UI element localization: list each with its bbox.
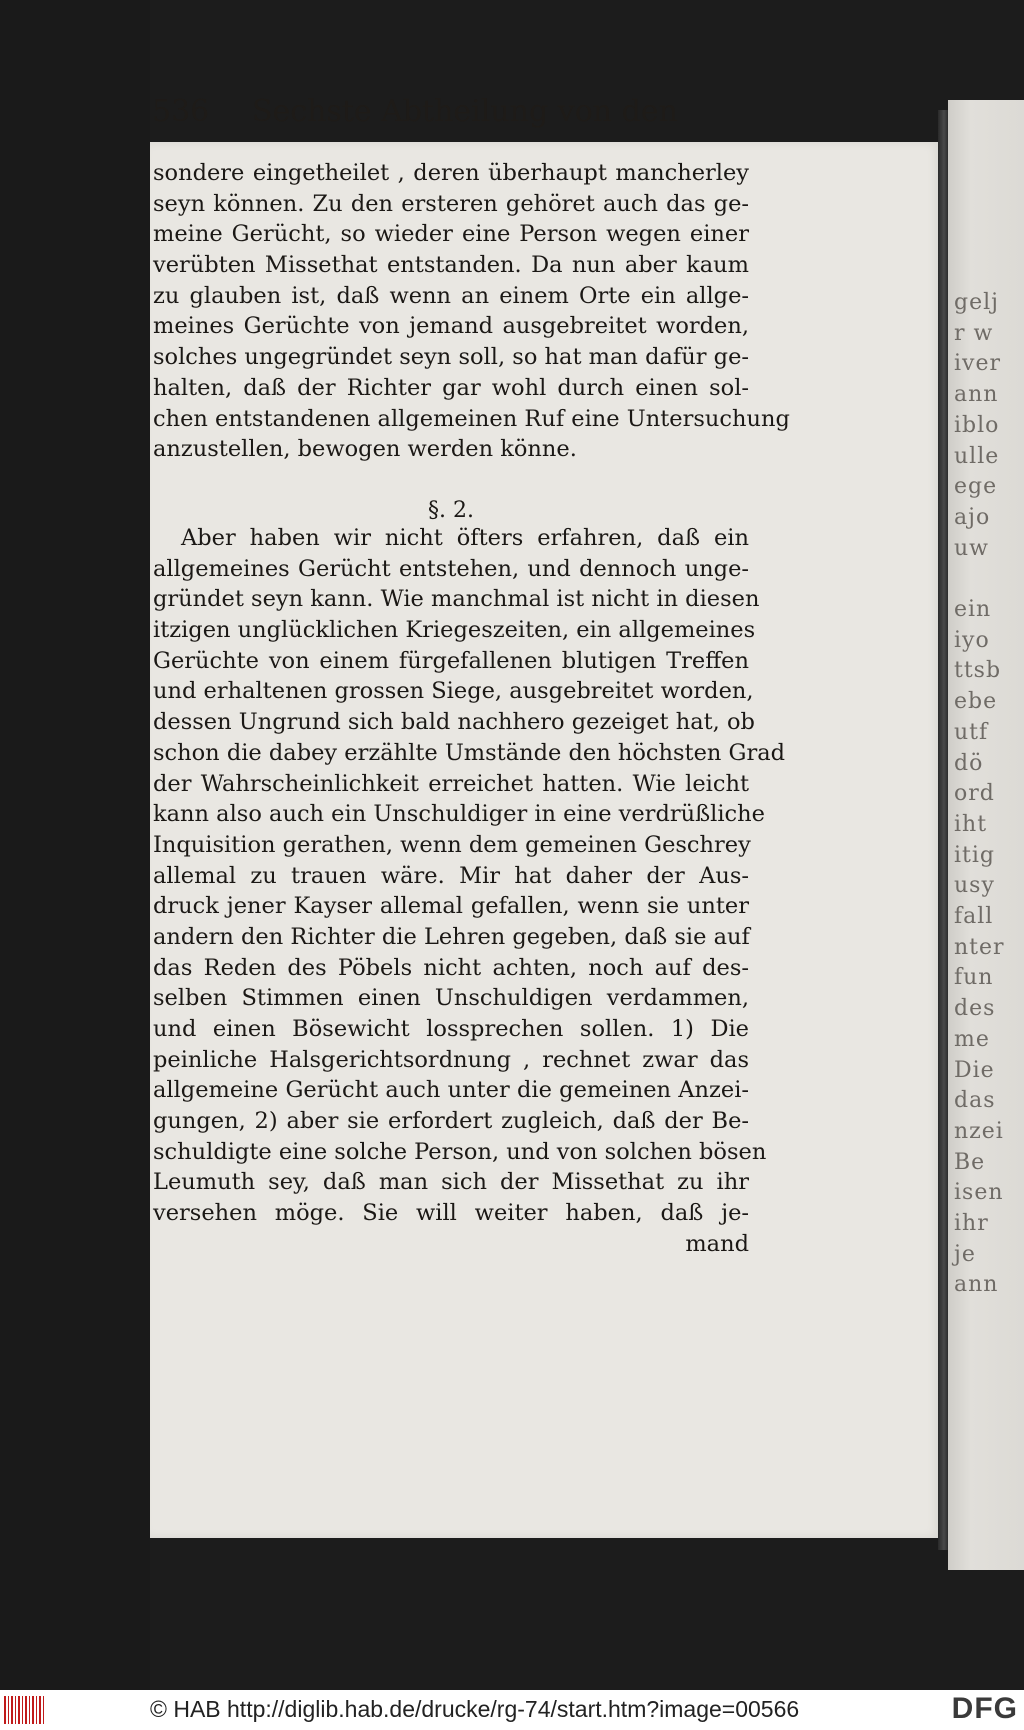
adjacent-page-edge <box>948 100 1024 1570</box>
adjacent-page-text: nter <box>954 934 1005 960</box>
text-line: allgemeine Gerücht auch unter die gemeinen Anzei- <box>153 1077 749 1104</box>
text-line: chen entstandenen allgemeinen Ruf eine Untersuchung <box>153 405 790 432</box>
adjacent-page-text: ajo <box>954 504 991 530</box>
text-line: Inquisition gerathen, wenn dem gemeinen Geschrey <box>153 831 751 858</box>
text-line: selben Stimmen einen Unschuldigen verdammen, <box>153 985 749 1012</box>
text-line: und einen Bösewicht lossprechen sollen. 1) Die <box>153 1016 749 1042</box>
adjacent-page-text: Die <box>954 1057 995 1083</box>
adjacent-page-text: iver <box>954 351 1002 377</box>
text-line: seyn können. Zu den ersteren gehöret auch das ge- <box>153 190 749 217</box>
adjacent-page-text: isen <box>954 1180 1004 1206</box>
text-line: gründet seyn kann. Wie manchmal ist nicht in diesen <box>153 586 760 613</box>
text-line: Gerüchte von einem fürgefallenen blutigen Treffen <box>153 647 749 674</box>
text-line: anzustellen, bewogen werden könne. <box>153 436 577 463</box>
barcode-icon <box>4 1696 46 1724</box>
adjacent-page-text: fall <box>954 904 994 929</box>
text-line: und erhaltenen grossen Siege, ausgebreitet worden, <box>153 678 754 705</box>
text-line: schon die dabey erzählte Umstände den höchsten Grad <box>153 739 786 766</box>
text-line: Aber haben wir nicht öfters erfahren, daß ein <box>181 525 749 551</box>
text-line: sondere eingetheilet , deren überhaupt mancherley <box>153 160 749 186</box>
adjacent-page-text: ttsb <box>954 658 1002 684</box>
text-line: peinliche Halsgerichtsordnung , rechnet zwar das <box>153 1046 749 1073</box>
adjacent-page-text: me <box>954 1026 990 1052</box>
text-line: meines Gerüchte von jemand ausgebreitet worden, <box>153 313 749 340</box>
scan-background <box>0 0 150 1690</box>
text-line: solches ungegründet seyn soll, so hat man dafür ge- <box>153 344 749 371</box>
running-head: Sechste Abtheilung von den <box>252 94 678 129</box>
adjacent-page-text: ege <box>954 474 998 500</box>
adjacent-page-text: ann <box>954 1272 999 1298</box>
adjacent-page-text: iyo <box>954 627 990 653</box>
catchword: mand <box>685 1230 749 1257</box>
text-line: schuldigte eine solche Person, und von solchen bösen <box>153 1138 767 1165</box>
text-line: der Wahrscheinlichkeit erreichet hatten. Wie leicht <box>153 770 749 797</box>
adjacent-page-text: ihr <box>954 1211 989 1236</box>
paragraph-1 <box>153 158 790 465</box>
text-line: druck jener Kayser allemal gefallen, wenn sie unter <box>153 893 749 920</box>
text-line: Leumuth sey, daß man sich der Missethat zu ihr <box>153 1169 749 1196</box>
adjacent-page-text: iht <box>954 811 988 837</box>
page-header <box>152 94 678 144</box>
page-number: 536 <box>152 94 210 129</box>
paragraph-2 <box>153 523 786 1260</box>
adjacent-page-text: ord <box>954 781 995 807</box>
adjacent-page-text: gelj <box>954 290 999 315</box>
text-line: gungen, 2) aber sie erfordert zugleich, daß der Be- <box>153 1108 749 1135</box>
text-line: zu glauben ist, daß wenn an einem Orte ein allge- <box>153 282 749 309</box>
dfg-logo: DFG <box>951 1692 1018 1725</box>
adjacent-page-text: ulle <box>954 443 1000 469</box>
text-line: allgemeines Gerücht entstehen, und dennoch unge- <box>153 555 749 582</box>
text-line: halten, daß der Richter gar wohl durch einen sol- <box>153 374 749 401</box>
adjacent-page-text: Be <box>954 1149 986 1175</box>
adjacent-page-text: fun <box>954 965 994 991</box>
section-heading: §. 2. <box>428 498 474 523</box>
adjacent-page-text: dö <box>954 750 984 776</box>
text-line: kann also auch ein Unschuldiger in eine verdrüßliche <box>153 801 765 828</box>
adjacent-page-text: ann <box>954 382 999 408</box>
text-line: verübten Missethat entstanden. Da nun aber kaum <box>153 252 749 279</box>
text-line: versehen möge. Sie will weiter haben, daß je- <box>153 1200 749 1227</box>
adjacent-page-text: itig <box>954 842 995 868</box>
footer-url[interactable]: © HAB http://diglib.hab.de/drucke/rg-74/start.htm?image=00566 <box>150 1696 800 1722</box>
adjacent-page-text: iblo <box>954 412 1000 438</box>
adjacent-page-text: usy <box>954 873 995 899</box>
adjacent-page-text: ebe <box>954 689 998 715</box>
adjacent-page-text: uw <box>954 535 989 561</box>
adjacent-page-text: je <box>954 1241 976 1267</box>
text-line: dessen Ungrund sich bald nachhero gezeiget hat, ob <box>153 709 755 736</box>
text-line: allemal zu trauen wäre. Mir hat daher der Aus- <box>153 862 749 889</box>
adjacent-page-text: ein <box>954 597 992 622</box>
adjacent-page-text: r w <box>954 320 994 346</box>
adjacent-page-text: das <box>954 1088 996 1114</box>
text-line: meine Gerücht, so wieder eine Person wegen einer <box>153 221 749 248</box>
adjacent-page-text: des <box>954 996 996 1022</box>
text-line: das Reden des Pöbels nicht achten, noch auf des- <box>153 954 749 981</box>
text-line: andern den Richter die Lehren gegeben, daß sie auf <box>153 923 750 950</box>
adjacent-page-text: utf <box>954 719 989 745</box>
text-line: itzigen unglücklichen Kriegeszeiten, ein allgemeines <box>153 617 756 644</box>
footer-bar <box>0 1690 1024 1730</box>
adjacent-page-text: nzei <box>954 1118 1004 1144</box>
